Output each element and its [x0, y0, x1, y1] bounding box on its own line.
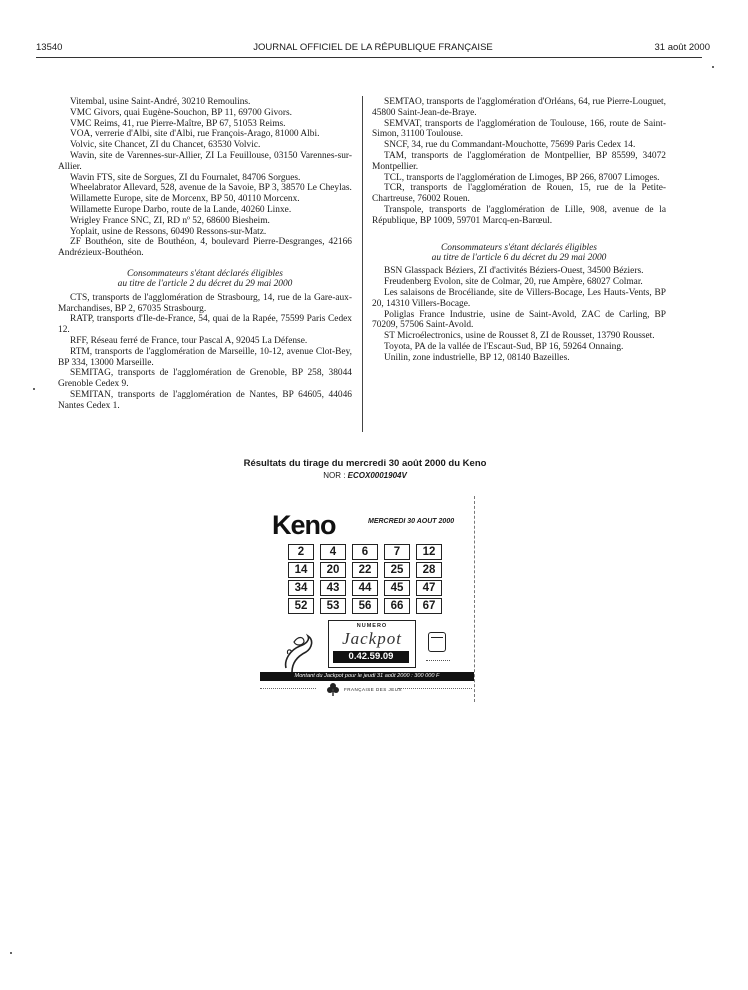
keno-number: 53 — [320, 598, 346, 614]
jackpot-amount-bar: Montant du Jackpot pour le jeudi 31 août 2000 : 300 000 F — [260, 672, 474, 681]
entry-list-b — [372, 266, 666, 363]
keno-number: 47 — [416, 580, 442, 596]
list-item: Yoplait, usine de Ressons, 60490 Ressons-sur-Matz. — [70, 226, 267, 237]
keno-number: 34 — [288, 580, 314, 596]
keno-number: 52 — [288, 598, 314, 614]
entry-list-b — [58, 293, 352, 412]
list-item: RTM, transports de l'agglomération de Marseille, 10-12, avenue Clot-Bey, BP 334, 13000 Marseille. — [58, 346, 352, 368]
keno-logo: Keno — [272, 510, 336, 540]
list-item: ZF Bouthéon, site de Bouthéon, 4, boulevard Pierre-Desgranges, 42166 Andrézieux-Bouthéon. — [58, 237, 352, 259]
list-item: RATP, transports d'Ile-de-France, 54, quai de la Rapée, 75599 Paris Cedex 12. — [58, 314, 352, 336]
list-item: TCR, transports de l'agglomération de Rouen, 15, rue de la Petite-Chartreuse, 76002 Rouen. — [372, 183, 666, 205]
page-number: 13540 — [36, 42, 63, 53]
list-item: Wheelabrator Allevard, 528, avenue de la Savoie, BP 3, 38570 Le Cheylas. — [70, 183, 352, 194]
keno-number: 28 — [416, 562, 442, 578]
list-item: Willamette Europe, site de Morcenx, BP 50, 40110 Morcenx. — [70, 194, 300, 205]
clover-emblem-icon — [280, 632, 320, 676]
section-title-line: au titre de l'article 2 du décret du 29 mai 2000 — [117, 279, 293, 290]
list-item: SEMITAN, transports de l'agglomération de Nantes, BP 64605, 44046 Nantes Cedex 1. — [58, 389, 352, 411]
column-divider — [362, 96, 363, 432]
section-title-line: au titre de l'article 6 du décret du 29 mai 2000 — [431, 252, 607, 263]
keno-number: 45 — [384, 580, 410, 596]
right-column — [372, 97, 666, 364]
list-item: Transpole, transports de l'agglomération de Lille, 908, avenue de la République, BP 1009, 59701 Marcq-en-Barœul. — [372, 204, 666, 226]
journal-title: JOURNAL OFFICIEL DE LA RÉPUBLIQUE FRANÇAISE — [253, 42, 493, 53]
list-item: Poliglas France Industrie, usine de Saint-Avold, ZAC de Carling, BP 70209, 57506 Saint-Avold. — [372, 309, 666, 331]
list-item: VMC Reims, 41, rue Pierre-Maître, BP 67, 51053 Reims. — [70, 118, 286, 129]
list-item: CTS, transports de l'agglomération de Strasbourg, 14, rue de la Gare-aux-Marchandises, BP 2, 67035 Strasbourg. — [58, 292, 352, 314]
header-rule — [36, 57, 702, 58]
scan-speck — [33, 388, 35, 390]
section-title-article-6 — [372, 243, 666, 264]
keno-number: 43 — [320, 580, 346, 596]
results-title: Résultats du tirage du mercredi 30 août 2000 du Keno — [243, 458, 487, 469]
keno-results-panel — [258, 496, 475, 702]
list-item: RFF, Réseau ferré de France, tour Pascal A, 92045 La Défense. — [70, 335, 308, 346]
list-item: Wavin, site de Varennes-sur-Allier, ZI La Feuillouse, 03150 Varennes-sur-Allier. — [58, 150, 352, 172]
section-title-line: Consommateurs s'étant déclarés éligibles — [441, 242, 597, 253]
list-item: Unilin, zone industrielle, BP 12, 08140 Bazeilles. — [384, 352, 570, 363]
jackpot-label: NUMERO — [356, 623, 388, 629]
section-title-article-2 — [58, 269, 352, 290]
keno-number: 6 — [352, 544, 378, 560]
list-item: Wavin FTS, site de Sorgues, ZI du Fournalet, 84706 Sorgues. — [70, 172, 301, 183]
list-item: TAM, transports de l'agglomération de Montpellier, BP 85599, 34072 Montpellier. — [372, 150, 666, 172]
list-item: SEMTAO, transports de l'agglomération d'Orléans, 64, rue Pierre-Louguet, 45800 Saint-Jean-de-Braye. — [372, 97, 666, 118]
keno-number: 2 — [288, 544, 314, 560]
list-item: TCL, transports de l'agglomération de Limoges, BP 266, 87007 Limoges. — [384, 172, 660, 183]
keno-number: 56 — [352, 598, 378, 614]
list-item: SNCF, 34, rue du Commandant-Mouchotte, 75699 Paris Cedex 14. — [384, 140, 636, 151]
section-title-line: Consommateurs s'étant déclarés éligibles — [127, 268, 283, 279]
list-item: Toyota, PA de la vallée de l'Escaut-Sud, BP 16, 59264 Onnaing. — [384, 341, 624, 352]
scan-speck — [10, 952, 12, 954]
keno-number: 7 — [384, 544, 410, 560]
list-item: ST Microélectronics, usine de Rousset 8, ZI de Rousset, 13790 Rousset. — [384, 331, 655, 342]
keno-number: 12 — [416, 544, 442, 560]
keno-draw-date: MERCREDI 30 AOUT 2000 — [368, 518, 455, 525]
keno-number: 67 — [416, 598, 442, 614]
list-item: Wrigley France SNC, ZI, RD nº 52, 68600 Biesheim. — [70, 215, 270, 226]
calendar-icon — [428, 632, 446, 652]
keno-number: 25 — [384, 562, 410, 578]
list-item: VMC Givors, quai Eugène-Souchon, BP 11, 69700 Givors. — [70, 107, 292, 118]
jackpot-panel — [328, 620, 416, 668]
keno-number: 66 — [384, 598, 410, 614]
jackpot-word: Jackpot — [342, 629, 402, 648]
list-item: Volvic, site Chancet, ZI du Chancet, 63530 Volvic. — [70, 140, 261, 151]
keno-number: 22 — [352, 562, 378, 578]
operator-name: FRANÇAISE DES JEUX — [344, 687, 403, 692]
nor-label: NOR : — [323, 471, 346, 480]
dotted-line — [398, 688, 472, 691]
calendar-caption — [426, 660, 450, 664]
list-item: Les salaisons de Brocéliande, site de Villers-Bocage, Les Hauts-Vents, BP 20, 14310 Villers-Bocage. — [372, 287, 666, 309]
nor-code: ECOX0001904V — [347, 471, 407, 480]
list-item: SEMITAG, transports de l'agglomération de Grenoble, BP 258, 38044 Grenoble Cedex 9. — [58, 368, 352, 390]
publication-date: 31 août 2000 — [654, 42, 710, 53]
list-item: BSN Glasspack Béziers, ZI d'activités Béziers-Ouest, 34500 Béziers. — [384, 266, 644, 277]
scan-speck — [712, 66, 714, 68]
list-item: SEMVAT, transports de l'agglomération de Toulouse, 166, route de Saint-Simon, 31100 Toulouse. — [372, 118, 666, 140]
entry-list-a — [372, 97, 666, 227]
list-item: VOA, verrerie d'Albi, site d'Albi, rue François-Arago, 81000 Albi. — [70, 129, 320, 140]
entry-list-a — [58, 97, 352, 259]
list-item: Freudenberg Evolon, site de Colmar, 20, rue Ampère, 68027 Colmar. — [384, 277, 643, 288]
list-item: Vitembal, usine Saint-André, 30210 Remoulins. — [70, 97, 251, 107]
keno-number: 14 — [288, 562, 314, 578]
keno-number: 44 — [352, 580, 378, 596]
fdj-clover-logo-icon — [326, 682, 340, 696]
keno-number: 20 — [320, 562, 346, 578]
list-item: Willamette Europe Darbo, route de la Lande, 40260 Linxe. — [70, 204, 292, 215]
jackpot-number: 0.42.59.09 — [333, 651, 409, 663]
nor-reference — [160, 471, 570, 480]
dotted-line — [260, 688, 316, 691]
keno-number: 4 — [320, 544, 346, 560]
left-column — [58, 97, 352, 412]
page-header — [36, 42, 710, 56]
